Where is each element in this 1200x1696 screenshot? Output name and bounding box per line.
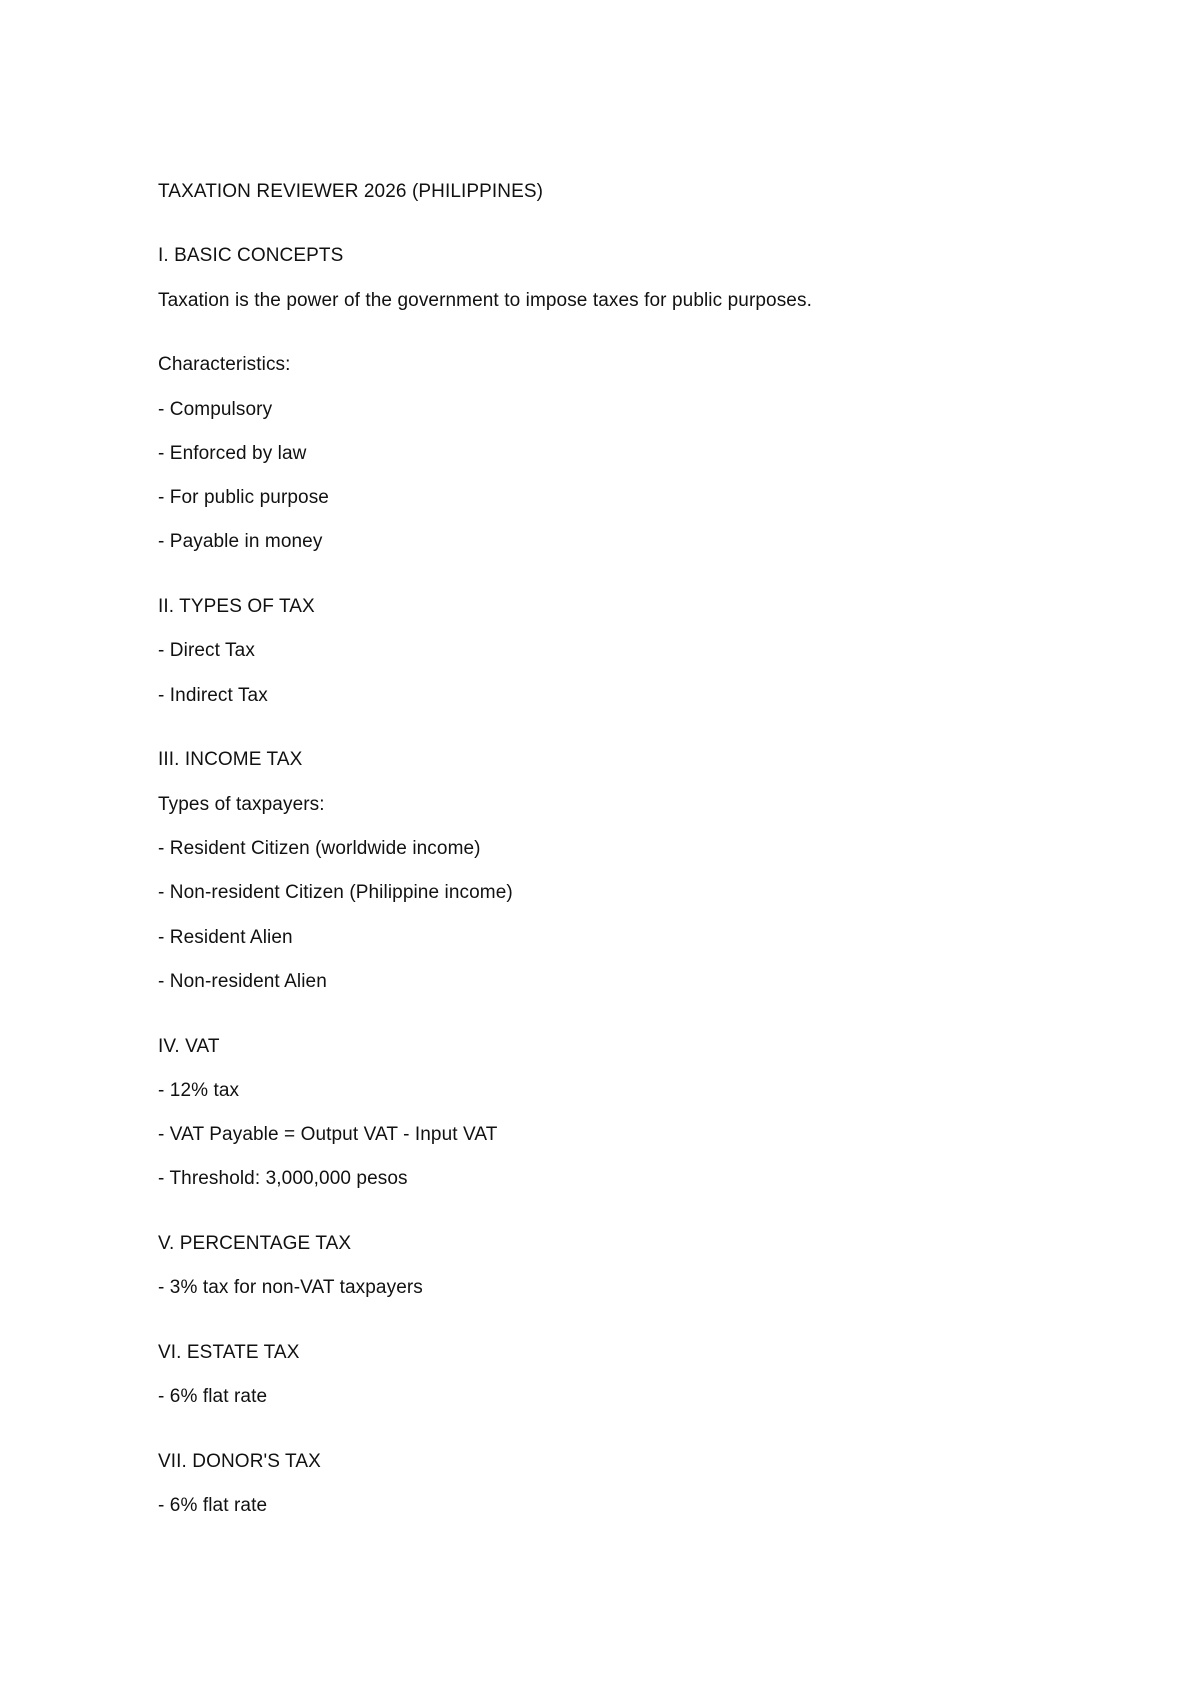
- list-item-enforced-by-law: - Enforced by law: [158, 443, 307, 464]
- taxation-definition: Taxation is the power of the government to impose taxes for public purposes.: [158, 290, 812, 311]
- list-item-vat-rate: - 12% tax: [158, 1080, 240, 1101]
- list-item-vat-payable: - VAT Payable = Output VAT - Input VAT: [158, 1124, 498, 1145]
- section-heading-estate-tax: VI. ESTATE TAX: [158, 1342, 300, 1363]
- list-item-compulsory: - Compulsory: [158, 399, 273, 420]
- section-heading-basic-concepts: I. BASIC CONCEPTS: [158, 245, 344, 266]
- list-item-payable-in-money: - Payable in money: [158, 531, 323, 552]
- list-item-percentage-tax-rate: - 3% tax for non-VAT taxpayers: [158, 1277, 423, 1298]
- characteristics-label: Characteristics:: [158, 354, 291, 375]
- section-heading-donors-tax: VII. DONOR'S TAX: [158, 1451, 321, 1472]
- section-heading-income-tax: III. INCOME TAX: [158, 749, 303, 770]
- section-heading-vat: IV. VAT: [158, 1036, 220, 1057]
- list-item-indirect-tax: - Indirect Tax: [158, 685, 268, 706]
- list-item-non-resident-citizen: - Non-resident Citizen (Philippine income): [158, 882, 513, 903]
- list-item-resident-alien: - Resident Alien: [158, 927, 293, 948]
- list-item-non-resident-alien: - Non-resident Alien: [158, 971, 327, 992]
- document-title: TAXATION REVIEWER 2026 (PHILIPPINES): [158, 181, 544, 202]
- list-item-public-purpose: - For public purpose: [158, 487, 329, 508]
- list-item-vat-threshold: - Threshold: 3,000,000 pesos: [158, 1168, 408, 1189]
- section-heading-types-of-tax: II. TYPES OF TAX: [158, 596, 315, 617]
- section-heading-percentage-tax: V. PERCENTAGE TAX: [158, 1233, 352, 1254]
- list-item-donors-tax-rate: - 6% flat rate: [158, 1495, 268, 1516]
- list-item-resident-citizen: - Resident Citizen (worldwide income): [158, 838, 481, 859]
- list-item-direct-tax: - Direct Tax: [158, 640, 255, 661]
- list-item-estate-tax-rate: - 6% flat rate: [158, 1386, 268, 1407]
- types-of-taxpayers-label: Types of taxpayers:: [158, 794, 325, 815]
